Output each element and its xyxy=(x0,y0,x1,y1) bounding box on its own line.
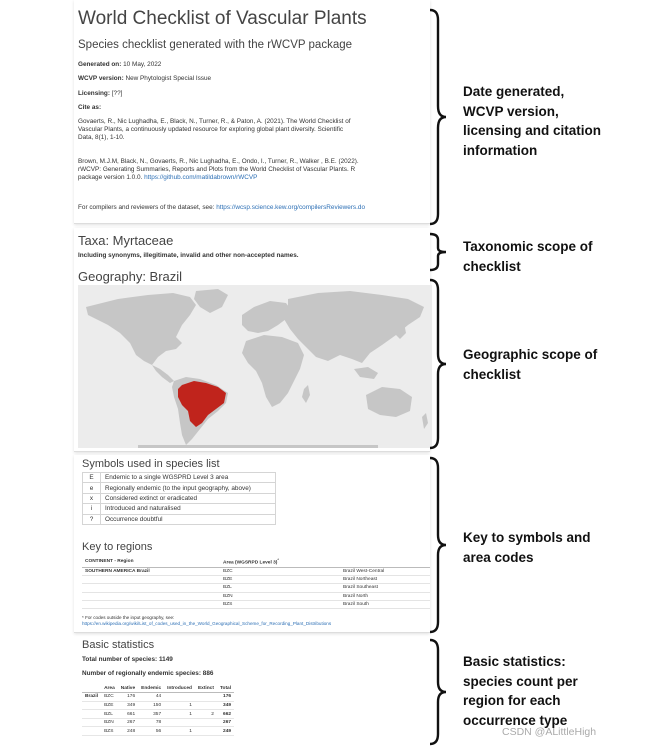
endemic-species: Number of regionally endemic species: 886 xyxy=(82,670,214,677)
col-area: Area (WGSRPD Level 3)* xyxy=(220,557,430,567)
table-row xyxy=(83,483,276,493)
symbol-cell: e xyxy=(83,483,101,493)
symbol-cell: x xyxy=(83,493,101,503)
table-row: BZL 661 357 1 2 662 xyxy=(82,710,234,719)
wcvp-line xyxy=(78,75,211,83)
annotation-geography: Geographic scope of checklist xyxy=(463,347,598,382)
table-row xyxy=(82,567,430,575)
stats-heading: Basic statistics xyxy=(82,639,155,651)
brace-icon xyxy=(426,278,450,450)
table-row: BZN 267 78 267 xyxy=(82,718,234,727)
meaning-cell: Endemic to a single WGSPRD Level 3 area xyxy=(101,473,276,483)
compilers-text: For compilers and reviewers of the dataset, see: xyxy=(78,204,215,211)
area-name-cell: Brazil North xyxy=(340,592,430,600)
table-row: Brazil BZC 176 44 176 xyxy=(82,693,234,702)
wcvp-label: WCVP version: xyxy=(78,75,124,82)
watermark: CSDN @ALittleHigh xyxy=(502,726,597,738)
brace-icon xyxy=(426,232,450,272)
table-row xyxy=(82,584,430,592)
continent-cell: SOUTHERN AMERICA Brazil xyxy=(82,567,220,575)
table-row xyxy=(83,504,276,514)
symbol-cell: ? xyxy=(83,514,101,524)
stats-table xyxy=(82,684,234,736)
citation-1 xyxy=(78,118,423,142)
generated-value: 10 May, 2022 xyxy=(123,61,162,68)
annotation-stats: Basic statistics: species count per region for each occurrence type xyxy=(463,654,578,728)
symbol-cell: E xyxy=(83,473,101,483)
brace-icon xyxy=(426,456,450,634)
citation-2-line: package version 1.0.0. https://github.com/matildabrown/rWCVP xyxy=(78,174,258,181)
taxa-note: Including synonyms, illegitimate, invalid and other non-accepted names. xyxy=(78,252,299,259)
brace-icon xyxy=(426,638,450,746)
annotation-taxa: Taxonomic scope of checklist xyxy=(463,239,593,274)
brace-icon xyxy=(426,8,450,226)
table-row: BZS 248 56 1 249 xyxy=(82,727,234,736)
citation-2-line: Brown, M.J.M, Black, N., Govaerts, R., Nic Lughadha, E., Ondo, I., Turner, R., Walker , B.E. (2022). xyxy=(78,158,359,165)
citation-1-line: Vascular Plants, a continuously updated resource for exploring global plant diversity. Scientific xyxy=(78,126,344,133)
cite-label: Cite as: xyxy=(78,104,102,111)
total-species: Total number of species: 1149 xyxy=(82,656,173,663)
compilers-link[interactable]: https://wcsp.science.kew.org/compilersReviewers.do xyxy=(216,204,366,211)
meaning-cell: Occurrence doubtful xyxy=(101,514,276,524)
meaning-cell: Considered extinct or eradicated xyxy=(101,493,276,503)
area-name-cell: Brazil Southeast xyxy=(340,584,430,592)
citation-2 xyxy=(78,158,423,182)
rwcvp-link[interactable]: https://github.com/matildabrown/rWCVP xyxy=(144,174,258,181)
annotation-key: Key to symbols and area codes xyxy=(463,530,591,565)
taxa-heading: Taxa: Myrtaceae xyxy=(78,233,174,248)
wcvp-value: New Phytologist Special Issue xyxy=(125,75,212,82)
symbols-heading: Symbols used in species list xyxy=(82,458,220,470)
code-cell: BZE xyxy=(220,575,340,583)
regions-heading: Key to regions xyxy=(82,541,153,553)
table-header-row xyxy=(82,557,430,567)
header-panel xyxy=(74,0,430,224)
code-cell: BZC xyxy=(220,567,340,575)
licensing-label: Licensing: xyxy=(78,90,110,97)
page-subtitle: Species checklist generated with the rWCVP package xyxy=(78,39,353,51)
citation-1-line: Data, 8(1), 1-10. xyxy=(78,134,125,141)
page-title: World Checklist of Vascular Plants xyxy=(78,8,367,29)
area-name-cell: Brazil West-Central xyxy=(340,567,430,575)
licensing-line xyxy=(78,90,122,98)
table-header-row: Area Native Endemic Introduced Extinct Total xyxy=(82,684,234,693)
citation-2-line: rWCVP: Generating Summaries, Reports and Plots from the World Checklist of Vascular Plants. R xyxy=(78,166,356,173)
compilers-line xyxy=(78,204,365,212)
annotation-header: Date generated, WCVP version, licensing and citation information xyxy=(463,84,602,158)
footnote-line: * For codes outside the input geography, see: xyxy=(82,615,175,620)
code-cell: BZN xyxy=(220,592,340,600)
generated-label: Generated on: xyxy=(78,61,122,68)
world-map-svg xyxy=(78,285,432,448)
area-name-cell: Brazil South xyxy=(340,601,430,609)
geography-heading: Geography: Brazil xyxy=(78,269,183,284)
area-name-cell: Brazil Northeast xyxy=(340,575,430,583)
table-row xyxy=(82,601,430,609)
code-cell: BZL xyxy=(220,584,340,592)
table-row xyxy=(82,575,430,583)
col-continent: CONTINENT - Region xyxy=(82,557,220,567)
table-row xyxy=(82,592,430,600)
licensing-value: [??] xyxy=(111,90,123,97)
meaning-cell: Regionally endemic (to the input geography, above) xyxy=(101,483,276,493)
world-map xyxy=(78,285,432,448)
symbol-cell: i xyxy=(83,504,101,514)
code-cell: BZS xyxy=(220,601,340,609)
table-row: BZE 349 150 1 349 xyxy=(82,701,234,710)
generated-line xyxy=(78,61,161,69)
regions-table xyxy=(82,557,430,609)
table-row xyxy=(83,493,276,503)
table-row xyxy=(83,473,276,483)
footnote-link[interactable]: https://en.wikipedia.org/wiki/List_of_codes_used_in_the_World_Geographical_Scheme_for_Recording_Plant_Distributions xyxy=(82,621,332,626)
meaning-cell: Introduced and naturalised xyxy=(101,504,276,514)
citation-1-line: Govaerts, R., Nic Lughadha, E., Black, N., Turner, R., & Paton, A. (2021). The World Checklist of xyxy=(78,118,351,125)
symbols-table xyxy=(82,472,276,525)
regions-footnote xyxy=(82,615,331,627)
table-row xyxy=(83,514,276,524)
